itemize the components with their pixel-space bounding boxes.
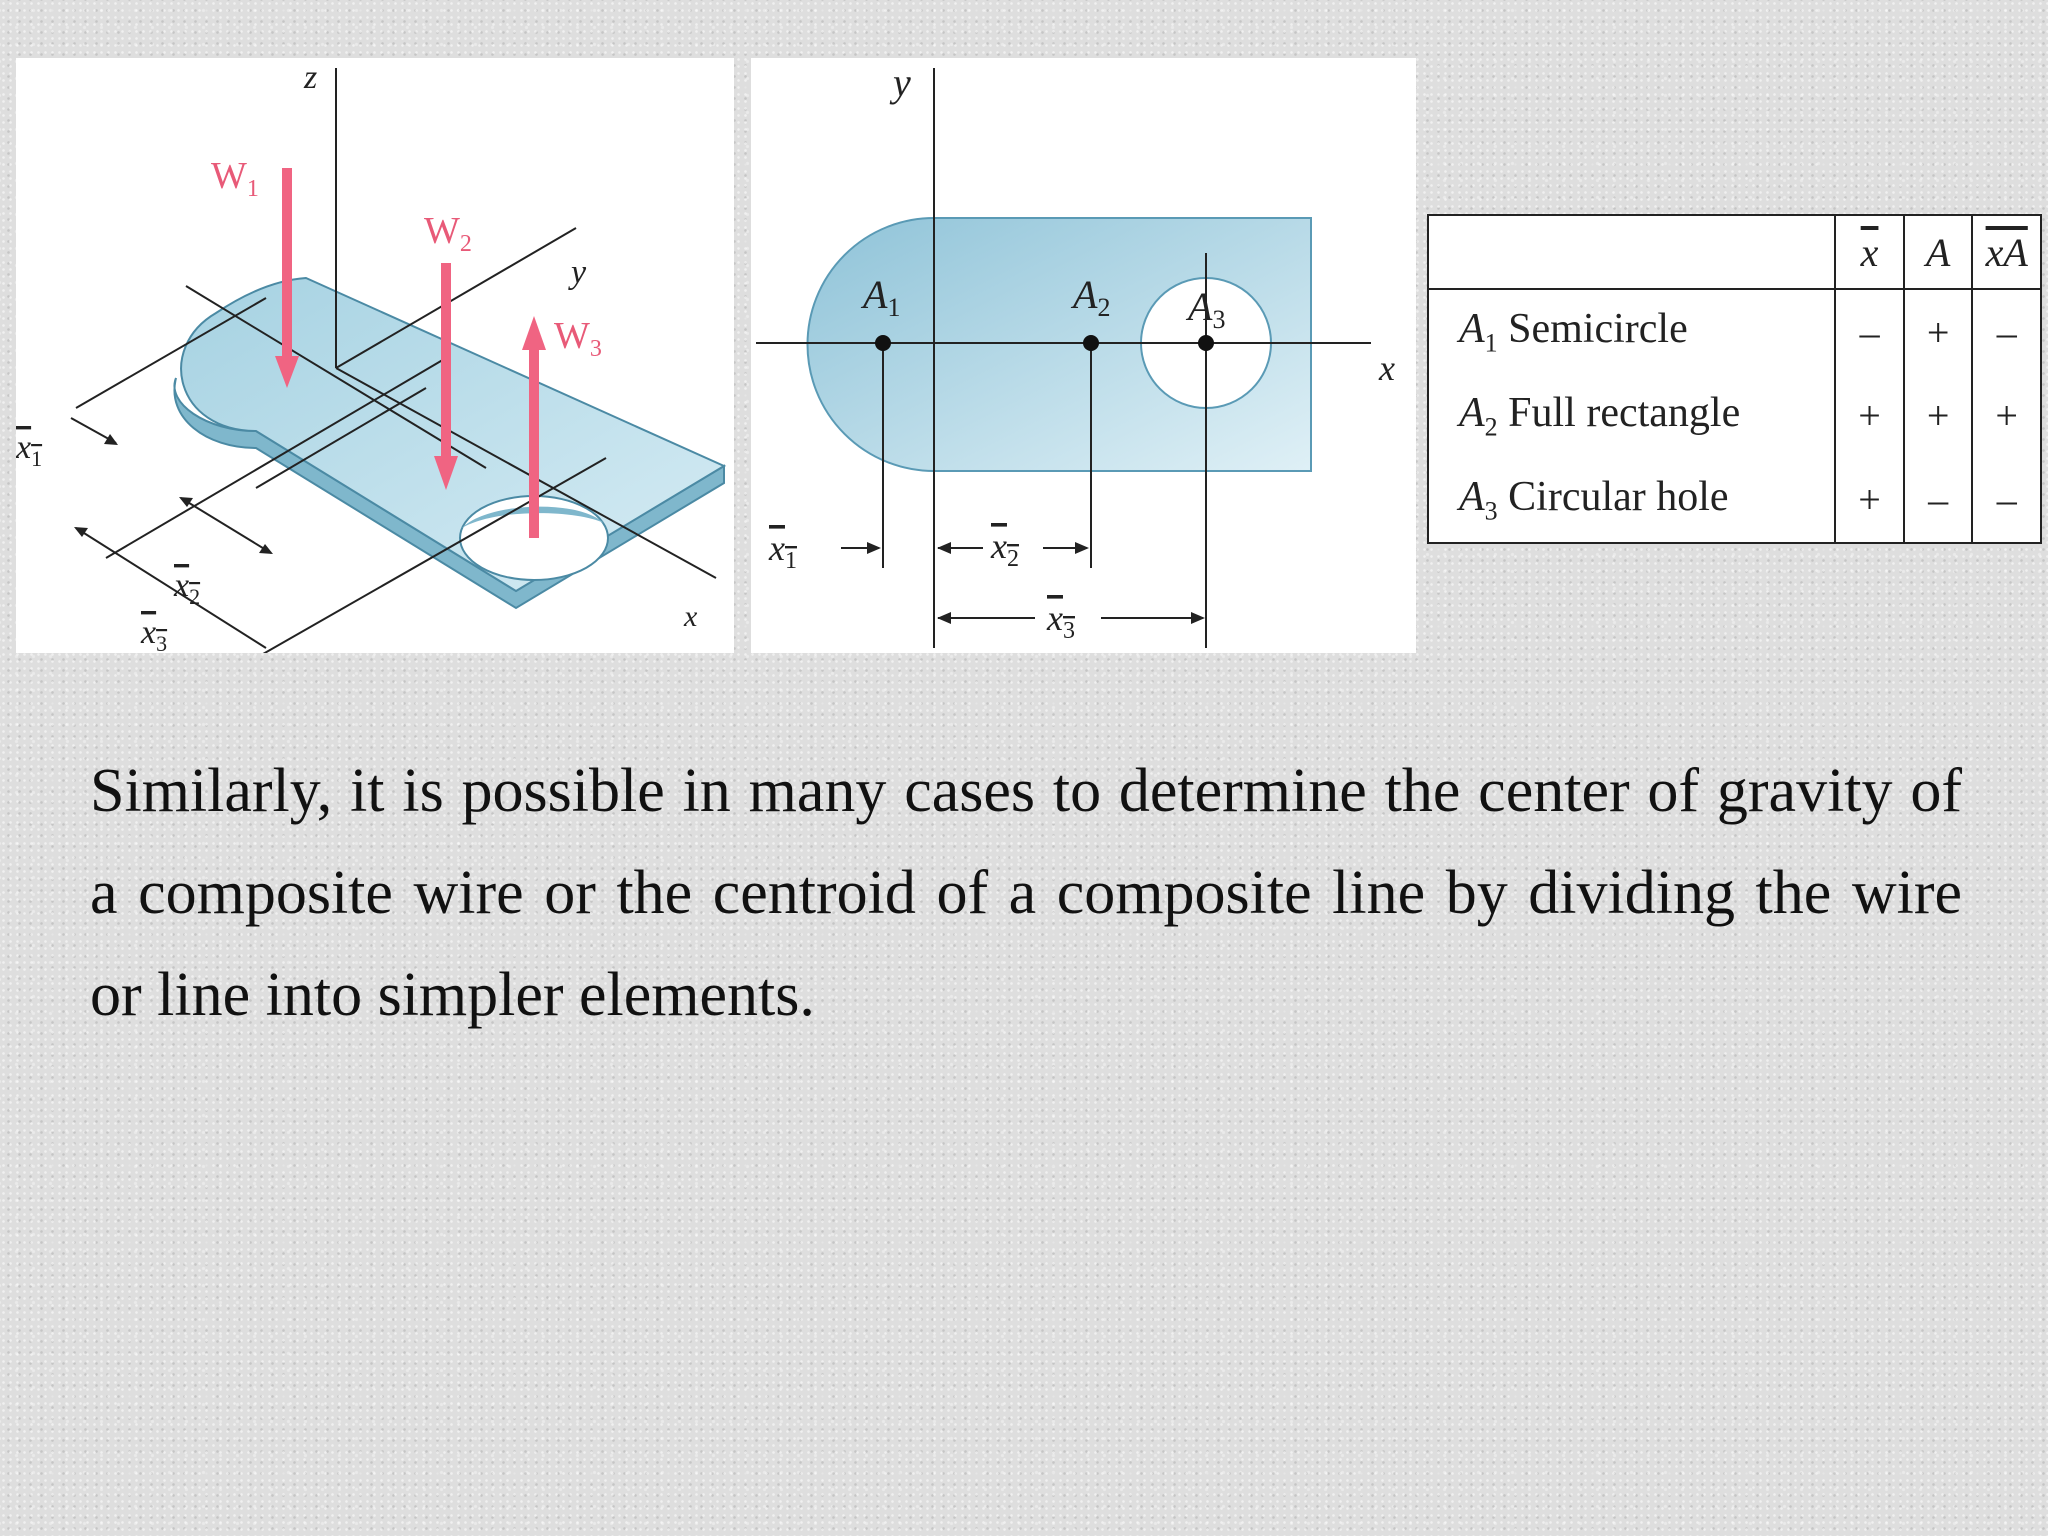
dim-x3-arrowhead xyxy=(74,527,88,537)
plan-y-axis-label: y xyxy=(893,60,911,105)
dim-x2-arrowhead-a xyxy=(179,497,193,507)
dim-x2-label: $x_2$ xyxy=(991,526,1019,572)
dim-x1-arrowhead xyxy=(104,434,118,445)
dim-x1-label: $x_1$ xyxy=(16,429,43,471)
w3-label: $W_3$ xyxy=(554,315,602,362)
table-row xyxy=(1428,289,2041,374)
w2-label: $W_2$ xyxy=(424,210,472,257)
table-row xyxy=(1428,458,2041,543)
dim-x2-arrow xyxy=(181,498,271,553)
dim-x3-arrowhead-b xyxy=(1191,612,1205,624)
sign-table xyxy=(1427,214,2042,544)
row-name: $A_1$ Semicircle xyxy=(1428,289,1835,374)
sign-cell: – xyxy=(1972,458,2041,543)
body-paragraph: Similarly, it is possible in many cases to determine the center of gravity of a composite wire or the centroid of a composite line by dividing the wire or line into simpler elements. xyxy=(90,757,1962,1029)
dim-x2-arrowhead-b xyxy=(259,544,273,554)
y-axis-label: y xyxy=(571,254,587,291)
sign-cell: – xyxy=(1835,289,1904,374)
dim-x2-label: $x_2$ xyxy=(174,567,201,609)
a3-label: $A_3$ xyxy=(1188,284,1226,334)
plan-x-axis-label: x xyxy=(1379,348,1395,388)
a2-label: $A_2$ xyxy=(1073,272,1111,322)
dim-x1-label: $x_1$ xyxy=(769,528,797,574)
sign-table-header-blank xyxy=(1428,215,1835,289)
header-a: A xyxy=(1904,215,1973,289)
sign-cell: – xyxy=(1972,289,2041,374)
w3-arrowhead xyxy=(522,316,546,350)
plan-view-svg xyxy=(751,58,1416,653)
dim-x1-arrowhead xyxy=(867,542,881,554)
dim-x2-arrowhead-a xyxy=(937,542,951,554)
plate-top-face xyxy=(181,278,724,591)
sign-cell: + xyxy=(1835,458,1904,543)
dim-x3-label: $x_3$ xyxy=(1047,598,1075,644)
dim-x3-label: $x_3$ xyxy=(141,614,168,653)
isometric-plate-figure xyxy=(16,58,734,653)
dim-x3-arrowhead-a xyxy=(937,612,951,624)
isometric-plate-svg xyxy=(16,58,734,653)
row-name: $A_3$ Circular hole xyxy=(1428,458,1835,543)
z-axis-label: z xyxy=(304,59,318,96)
sign-cell: + xyxy=(1972,374,2041,458)
a1-label: $A_1$ xyxy=(863,272,901,322)
sign-cell: + xyxy=(1904,374,1973,458)
plan-view-figure xyxy=(751,58,1416,653)
x-axis-label: x xyxy=(684,600,698,633)
sign-table-header-row xyxy=(1428,215,2041,289)
a2-centroid-dot xyxy=(1083,335,1099,351)
a3-centroid-dot xyxy=(1198,335,1214,351)
sign-cell: + xyxy=(1904,289,1973,374)
sign-cell: + xyxy=(1835,374,1904,458)
header-xa: $\overline{xA}$ xyxy=(1972,215,2041,289)
sign-cell: – xyxy=(1904,458,1973,543)
table-row xyxy=(1428,374,2041,458)
row-name: $A_2$ Full rectangle xyxy=(1428,374,1835,458)
w1-label: $W_1$ xyxy=(211,155,259,202)
dim-x3-arrow xyxy=(76,528,266,648)
dim-x2-arrowhead-b xyxy=(1075,542,1089,554)
a1-centroid-dot xyxy=(875,335,891,351)
header-x: $\overline{x}$ xyxy=(1835,215,1904,289)
